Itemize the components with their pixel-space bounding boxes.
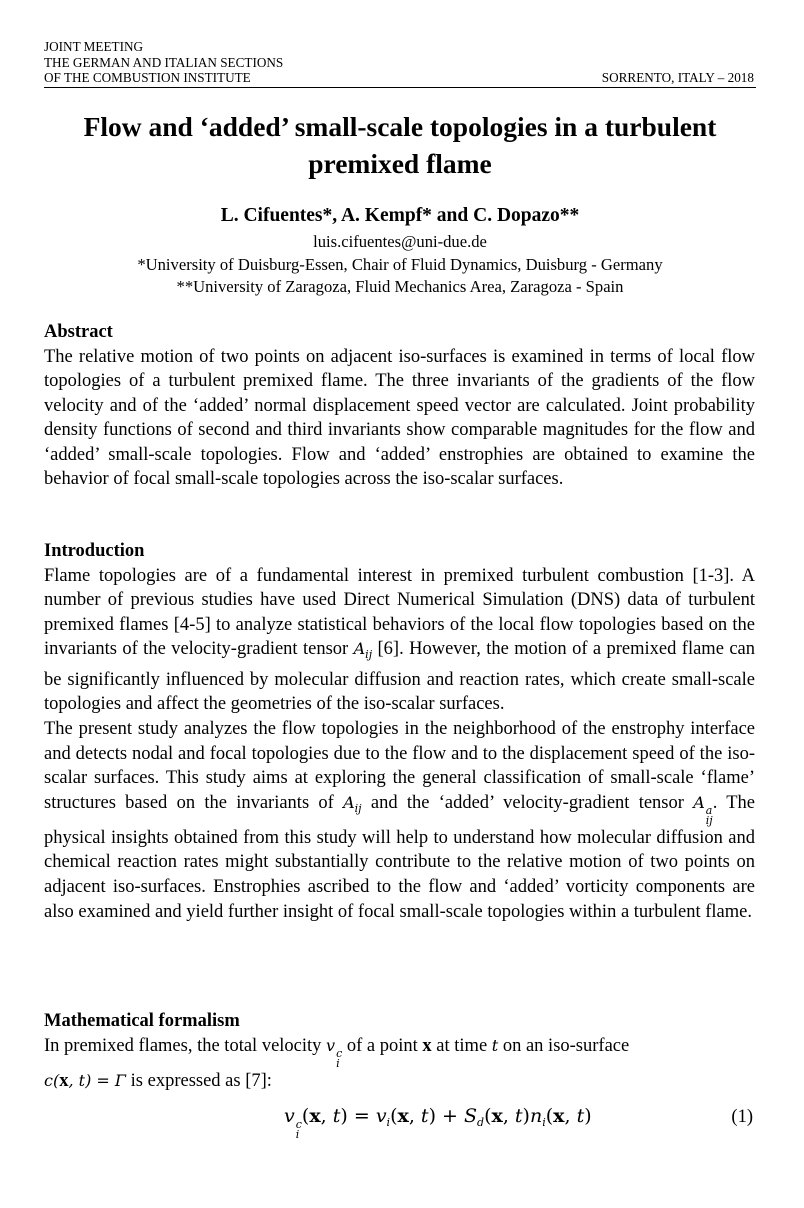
- equation-number: (1): [731, 1107, 753, 1127]
- equation-1: [44, 1105, 755, 1141]
- affiliation: *University of Duisburg-Essen, Chair of Fluid Dynamics, Duisburg - Germany: [137, 254, 663, 274]
- math-section: [44, 1009, 755, 1093]
- abstract-text: The relative motion of two points on adjacent iso-surfaces is examined in terms of local flow topologies of a turbulent premixed flame. The three invariants of the gradients of the flow velocity and of the ‘added’ normal displacement speed vector are calculated. Joint probability density functions of second and third invariants show comparable magnitudes for the flow and ‘added’ small-scale topologies. Flow and ‘added’ enstrophies are obtained to examine the behavior of focal small-scale topologies across the iso-scalar surfaces.: [44, 346, 755, 490]
- paragraph: The present study analyzes the flow topologies in the neighborhood of the enstrophy interface and detects nodal and focal topologies due to the flow and to the displacement speed of the iso-scalar surfaces. This study aims at exploring the general classification of small-scale ‘flame’ structures based on the invariants of $A_{ij}$ and the ‘added’ velocity-gradient tensor A a ij . The physical insights obtained from this study will help to understand how molecular diffusion and chemical reaction rates might substantially contribute to the relative motion of two points on adjacent iso-surfaces. Enstrophies ascribed to the flow and ‘added’ vorticity components are also examined and yield further insight of focal small-scale topologies within a turbulent flame.: [44, 719, 756, 922]
- section-heading: Mathematical formalism: [44, 1011, 240, 1031]
- header-line: THE GERMAN AND ITALIAN SECTIONS: [44, 54, 284, 70]
- paper-title: Flow and ‘added’ small-scale topologies in a turbulent premixed flame: [83, 111, 717, 179]
- section-heading: Abstract: [44, 322, 113, 342]
- equation-body: v c i (x, $t) = v_i(x$, $t) + S_d(x$, $t)n_i(x$, t): [284, 1105, 592, 1141]
- math-symbol: v c i: [326, 1035, 343, 1070]
- abstract-section: [44, 320, 755, 492]
- math-symbol: $A_{ij}$: [353, 639, 373, 662]
- math-symbol: A a ij: [693, 792, 713, 827]
- section-heading: Introduction: [44, 541, 145, 561]
- introduction-section: [44, 539, 755, 924]
- math-expression: c(x, t) = Γ: [44, 1070, 127, 1091]
- contact-email[interactable]: luis.cifuentes@uni-due.de: [313, 232, 487, 251]
- conference-header: [44, 39, 756, 88]
- venue-year: SORRENTO, ITALY – 2018: [601, 70, 754, 85]
- header-line: JOINT MEETING: [44, 39, 144, 54]
- math-symbol: $A_{ij}$: [343, 792, 362, 815]
- paragraph: Flame topologies are of a fundamental interest in premixed turbulent combustion [1-3]. A number of previous studies have used Direct Numerical Simulation (DNS) data of turbulent premixed flames [4-5] to analyze statistical behaviors of the local flow topologies based on the invariants of the velocity-gradient tensor $A_{ij}$ [6]. However, the motion of a premixed flame can be significantly influenced by molecular diffusion and reaction rates, which create small-scale topologies and affect the geometries of the iso-scalar surfaces.: [44, 565, 755, 715]
- affiliation: **University of Zaragoza, Fluid Mechanics Area, Zaragoza - Spain: [176, 277, 624, 296]
- paragraph: In premixed flames, the total velocity v c i of a point x at time t on an iso-surface c(x, t) = Γ is expressed as [7]:: [44, 1035, 630, 1091]
- authors: L. Cifuentes*, A. Kempf* and C. Dopazo**: [220, 205, 580, 226]
- header-line: OF THE COMBUSTION INSTITUTE: [44, 70, 251, 85]
- affiliations-block: [44, 231, 756, 299]
